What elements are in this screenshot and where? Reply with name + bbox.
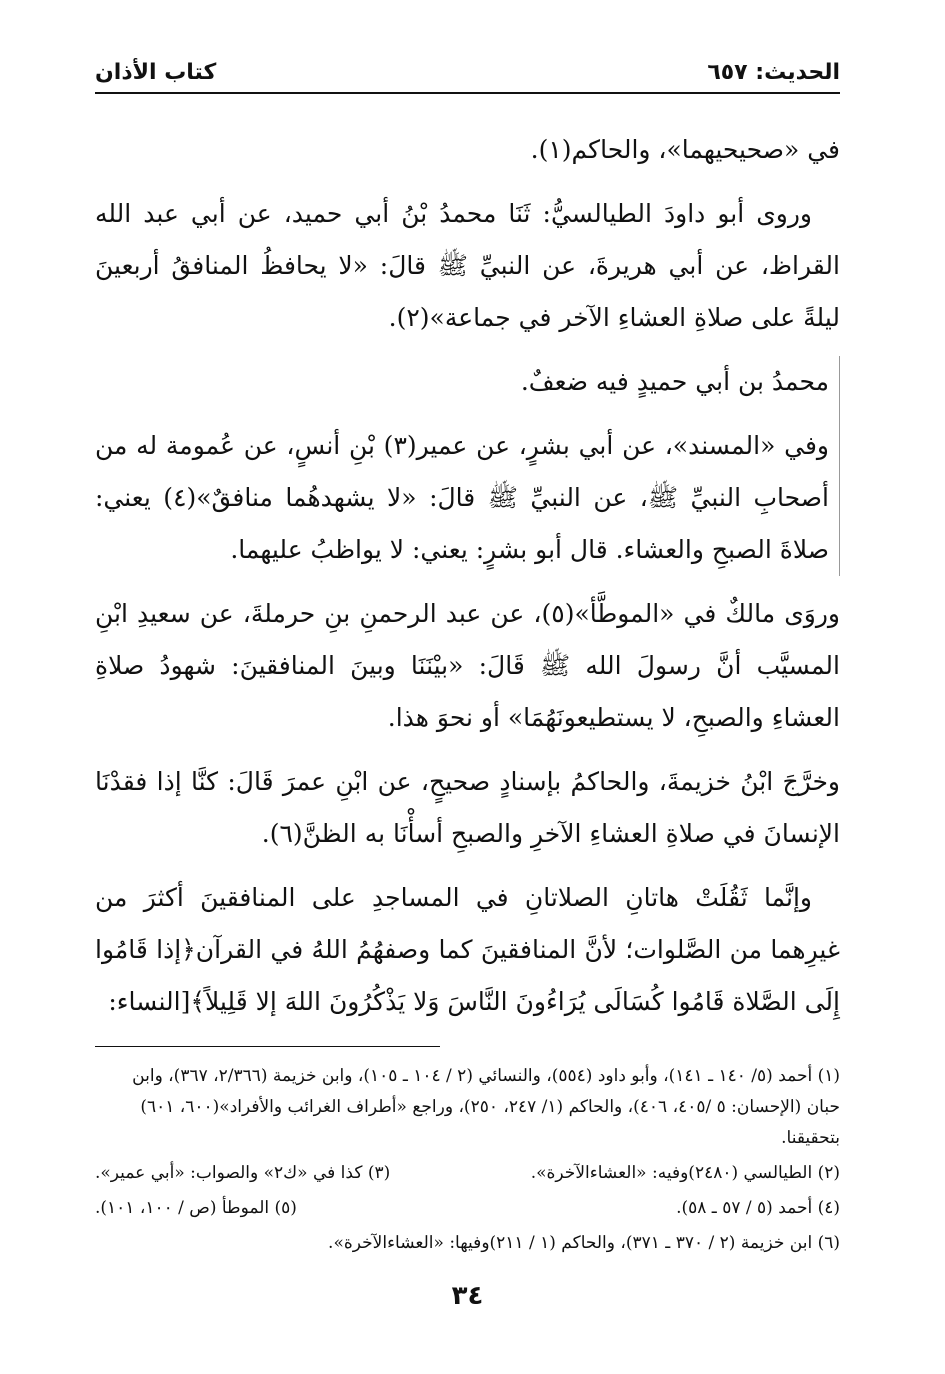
book-page xyxy=(95,52,840,1311)
footnote: (٤) أحمد (٥ / ٥٧ ـ ٥٨). xyxy=(676,1198,840,1218)
footnote-row xyxy=(95,1158,840,1189)
footnote: (٢) الطيالسي (٢٤٨٠)وفيه: «العشاءالآخرة». xyxy=(530,1163,840,1183)
paragraph: في «صحيحيهما»، والحاكم(١). xyxy=(530,135,840,164)
book-title: كتاب الأذان xyxy=(95,60,217,85)
paragraph: وخرَّجَ ابْنُ خزيمةَ، والحاكمُ بإسنادٍ صحيحٍ، عن ابْنِ عمرَ قَالَ: كنَّا إذا فقدْنَا الإنسانَ في صلاةِ العشاءِ الآخرِ والصبحِ أسأْنَا به الظنَّ(٦). xyxy=(95,767,840,848)
footnotes xyxy=(95,1061,840,1259)
footnote: (٣) كذا في «ك٢» والصواب: «أبي عمير». xyxy=(95,1163,391,1183)
footnote: (٦) ابن خزيمة (٢ / ٣٧٠ ـ ٣٧١)، والحاكم (١ / ٢١١)وفيها: «العشاءالآخرة». xyxy=(328,1233,840,1253)
page-number: ٣٤ xyxy=(451,1281,484,1311)
paragraph: محمدُ بن أبي حميدٍ فيه ضعفٌ. xyxy=(520,367,829,396)
hadith-number: الحديث: ٦٥٧ xyxy=(707,60,840,85)
paragraph: وروَى مالكٌ في «الموطَّأ»(٥)، عن عبد الرحمنِ بنِ حرملةَ، عن سعيدِ ابْنِ المسيَّب أنَّ رسولَ الله ﷺ قَالَ: «بيْنَنَا وبينَ المنافقينَ: شهودُ صلاةِ العشاءِ والصبحِ، لا يستطيعونَهُمَا» أو نحوَ هذا. xyxy=(95,599,840,732)
running-header xyxy=(95,52,840,94)
footnote: (٥) الموطأ (ص / ١٠٠، ١٠١). xyxy=(95,1198,297,1218)
paragraph: وإنَّما ثَقُلَتْ هاتانِ الصلاتانِ في المساجدِ على المنافقينَ أكثرَ من غيرِهما من الصَّلوات؛ لأنَّ المنافقينَ كما وصفهُمُ اللهُ في القرآن﴿إذا قَامُوا إِلَى الصَّلاة قَامُوا كُسَالَى يُرَاءُونَ النَّاسَ وَلا يَذْكُرُونَ اللهَ إلا قَلِيلاً﴾[النساء: xyxy=(95,883,840,1016)
footnote-row xyxy=(95,1193,840,1224)
side-marked-block xyxy=(95,356,840,576)
paragraph: وفي «المسند»، عن أبي بشرٍ، عن عمير(٣) بْنِ أنسٍ، عن عُمومة له من أصحابِ النبيِّ ﷺ، عن النبيِّ ﷺ قالَ: «لا يشهدهُما منافقٌ»(٤) يعني: صلاةَ الصبحِ والعشاء. قال أبو بشرٍ: يعني: لا يواظبُ عليهما. xyxy=(95,431,829,564)
footnote-separator xyxy=(95,1046,440,1047)
footnote: (١) أحمد (٥/ ١٤٠ ـ ١٤١)، وأبو داود (٥٥٤)، والنسائي (٢ / ١٠٤ ـ ١٠٥)، وابن خزيمة (٢/٣٦٦، ٣٦٧)، وابن حبان (الإحسان: ٥ /٤٠٥، ٤٠٦)، والحاكم (١/ ٢٤٧، ٢٥٠)، وراجع «أطراف الغرائب والأفراد»(٦٠٠، ٦٠١) بتحقيقنا. xyxy=(132,1066,840,1148)
paragraph: وروى أبو داودَ الطيالسيُّ: ثَنَا محمدُ بْنُ أبي حميد، عن أبي عبد الله القراظ، عن أبي هريرةَ، عن النبيِّ ﷺ قالَ: «لا يحافظُ المنافقُ أربعينَ ليلةً على صلاةِ العشاءِ الآخر في جماعة»(٢). xyxy=(95,199,840,332)
main-text xyxy=(95,124,840,1028)
